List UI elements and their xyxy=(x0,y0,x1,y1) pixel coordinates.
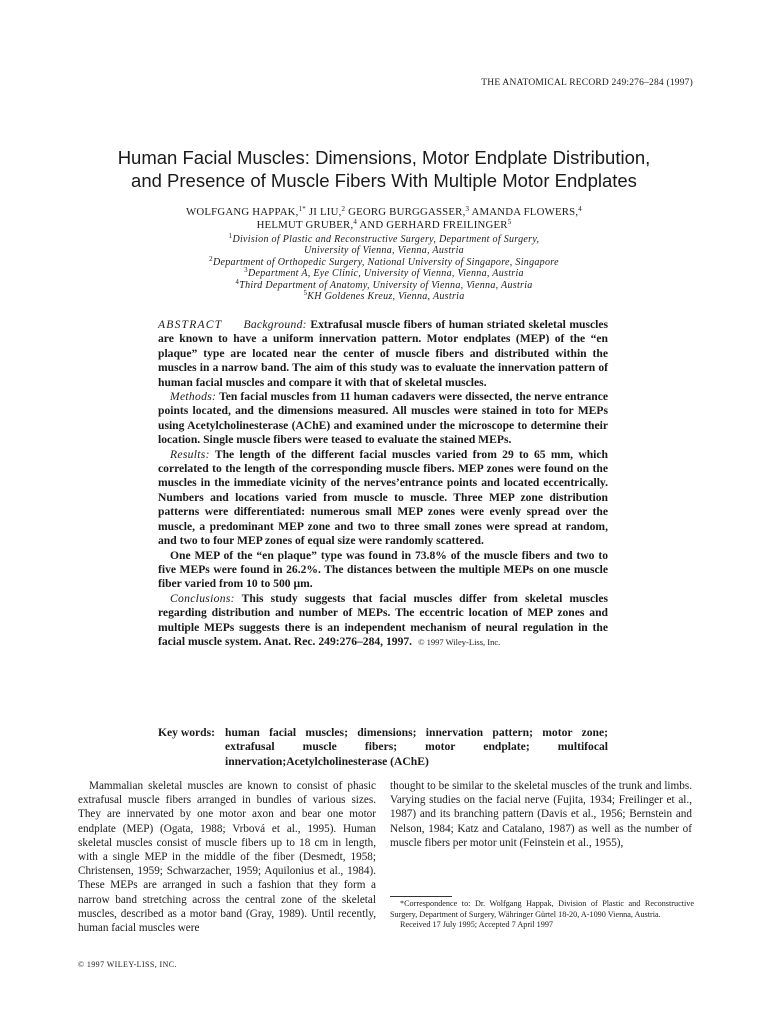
author-name: GEORG BURGGASSER, xyxy=(345,206,466,218)
affiliation-1-cont: University of Vienna, Vienna, Austria xyxy=(304,245,464,257)
affiliation-4 xyxy=(60,277,708,291)
body-paragraph: Mammalian skeletal muscles are known to consist of phasic extrafusal muscle fibers arranged in bundles of various sizes. They are innervated by one motor axon and bear one motor endplate (MEP) (Ogata, 1988; Vrbová et al., 1995). Human skeletal muscles consist of muscle fibers up to 18 cm in length, with a single MEP in the middle of the fiber (Desmedt, 1958; Christensen, 1959; Schwarzacher, 1959; Aquilonius et al., 1984). These MEPs are arranged in such a fashion that they form a narrow band stretching across the central zone of the skeletal muscles, described as a motor band (Gray, 1989). Until recently, human facial muscles were xyxy=(78,780,376,935)
background-text: Extrafusal muscle fibers of human striated skeletal muscles are known to have a uniform innervation pattern. Motor endplates (MEP) of the “en plaque” type are located near the center of muscle fibers and distributed within the muscles in a narrow band. The aim of this study was to evaluate the innervation pattern of human facial muscles and compare it with that of skeletal muscles. xyxy=(158,318,609,389)
body-column-left xyxy=(78,779,376,935)
affiliation-sup: 3 xyxy=(244,266,248,275)
affiliation-5 xyxy=(60,291,708,302)
affiliation-text: KH Goldenes Kreuz, Vienna, Austria xyxy=(307,291,465,303)
journal-header: THE ANATOMICAL RECORD 249:276–284 (1997) xyxy=(481,78,693,88)
abstract-results-2: One MEP of the “en plaque” type was found in 73.8% of the muscle fibers and two to five MEPs were found in 26.2%. The distances between the multiple MEPs on one muscle fiber varied from 10 to 500 µm. xyxy=(158,548,608,591)
affiliation-text: Department A, Eye Clinic, University of Vienna, Vienna, Austria xyxy=(247,268,524,280)
title-line-2: and Presence of Muscle Fibers With Multiple Motor Endplates xyxy=(131,170,637,191)
background-label: Background: xyxy=(243,318,307,331)
author-name: AMANDA FLOWERS, xyxy=(469,206,579,218)
body-paragraph: thought to be similar to the skeletal muscles of the trunk and limbs. Varying studies on the facial nerve (Fujita, 1934; Freilinger et al., 1987) and its branching pattern (Davis et al., 1956; Bernstein and Nelson, 1984; Katz and Catalano, 1987) as well as the number of muscle fibers per motor unit (Feinstein et al., 1955), xyxy=(390,780,692,849)
author-name: AND GERHARD FREILINGER xyxy=(357,219,508,231)
abstract xyxy=(158,318,608,649)
affiliation-sup: 2 xyxy=(209,254,213,263)
affiliation-text: Department of Orthopedic Surgery, National University of Singapore, Singapore xyxy=(212,256,559,268)
affiliation-sup: 1 xyxy=(228,232,233,240)
abstract-methods xyxy=(158,390,608,448)
methods-text: Ten facial muscles from 11 human cadavers were dissected, the nerve entrance points located, and the dimensions measured. All muscles were stained in toto for MEPs using Acetylcholinesterase (AChE) and examined under the microscope to determine their location. Single muscle fibers were teased to evaluate the stained MEPs. xyxy=(158,390,608,447)
conclusions-text: This study suggests that facial muscles differ from skeletal muscles regarding distribution and number of MEPs. The eccentric location of MEP zones and multiple MEPs suggests there is an independent mechanism of neural regulation in the facial muscle system. Anat. Rec. 249:276–284, 1997. xyxy=(158,591,608,648)
conclusions-label: Conclusions: xyxy=(170,591,235,605)
author-line-1 xyxy=(60,206,708,219)
abstract-results xyxy=(158,448,608,549)
keywords-label: Key words: xyxy=(158,726,215,739)
article-title xyxy=(60,146,708,192)
affiliation-text: Division of Plastic and Reconstructive Surgery, Department of Surgery, xyxy=(232,234,540,245)
keywords xyxy=(158,726,608,769)
author-list xyxy=(60,206,708,232)
affiliation-sup: 5 xyxy=(303,289,308,298)
affiliation-3 xyxy=(60,268,708,279)
footer-copyright: © 1997 WILEY-LISS, INC. xyxy=(78,960,177,969)
results-label: Results: xyxy=(170,447,210,461)
author-name: JI LIU, xyxy=(306,206,342,218)
author-sup: 1* xyxy=(298,205,306,213)
abstract-conclusions xyxy=(158,592,608,650)
footnote-rule xyxy=(390,896,452,897)
author-sup: 4 xyxy=(353,218,358,226)
affiliation-text: Third Department of Anatomy, University of Vienna, Vienna, Austria xyxy=(239,279,533,291)
body-column-right xyxy=(390,779,692,850)
methods-label: Methods: xyxy=(170,390,217,404)
author-line-2 xyxy=(60,219,708,232)
keywords-text: human facial muscles; dimensions; innervation pattern; motor zone; extrafusal muscle fibers; motor endplate; multifocal innervation;Acetylcholinesterase (AChE) xyxy=(225,726,608,768)
abstract-heading: ABSTRACT xyxy=(158,318,223,331)
author-name: HELMUT GRUBER, xyxy=(256,219,354,231)
author-sup: 5 xyxy=(507,218,512,226)
affiliation-sup: 4 xyxy=(235,277,240,286)
footnote xyxy=(390,899,694,931)
author-sup: 3 xyxy=(465,205,470,213)
abstract-copyright: © 1997 Wiley-Liss, Inc. xyxy=(418,636,501,647)
affiliation-1 xyxy=(60,234,708,245)
author-sup: 4 xyxy=(578,205,582,213)
author-sup: 2 xyxy=(341,205,346,213)
results-text: The length of the different facial muscles varied from 29 to 65 mm, which correlated to the length of the corresponding muscle fibers. MEP zones were found on the muscles in the immediate vicinity of the nerves’entrance points and located eccentrically. Numbers and locations varied from muscle to muscle. Three MEP zone distribution patterns were differentiated: numerous small MEP zones were evenly spread over the muscle, a predominant MEP zone and two to three small zones were spread at random, and two to four MEP zones of equal size were randomly scattered. xyxy=(158,447,608,548)
received-note: Received 17 July 1995; Accepted 7 April 1997 xyxy=(400,920,554,930)
affiliation-2 xyxy=(60,254,708,268)
correspondence-note: *Correspondence to: Dr. Wolfgang Happak, Division of Plastic and Reconstructive Surgery, Department of Surgery, Währinger Gürtel 18-20, A-1090 Vienna, Austria. xyxy=(390,899,694,919)
abstract-background xyxy=(158,318,608,390)
title-line-1: Human Facial Muscles: Dimensions, Motor Endplate Distribution, xyxy=(117,147,651,168)
author-name: WOLFGANG HAPPAK, xyxy=(186,206,299,218)
affiliation-list xyxy=(60,234,708,302)
